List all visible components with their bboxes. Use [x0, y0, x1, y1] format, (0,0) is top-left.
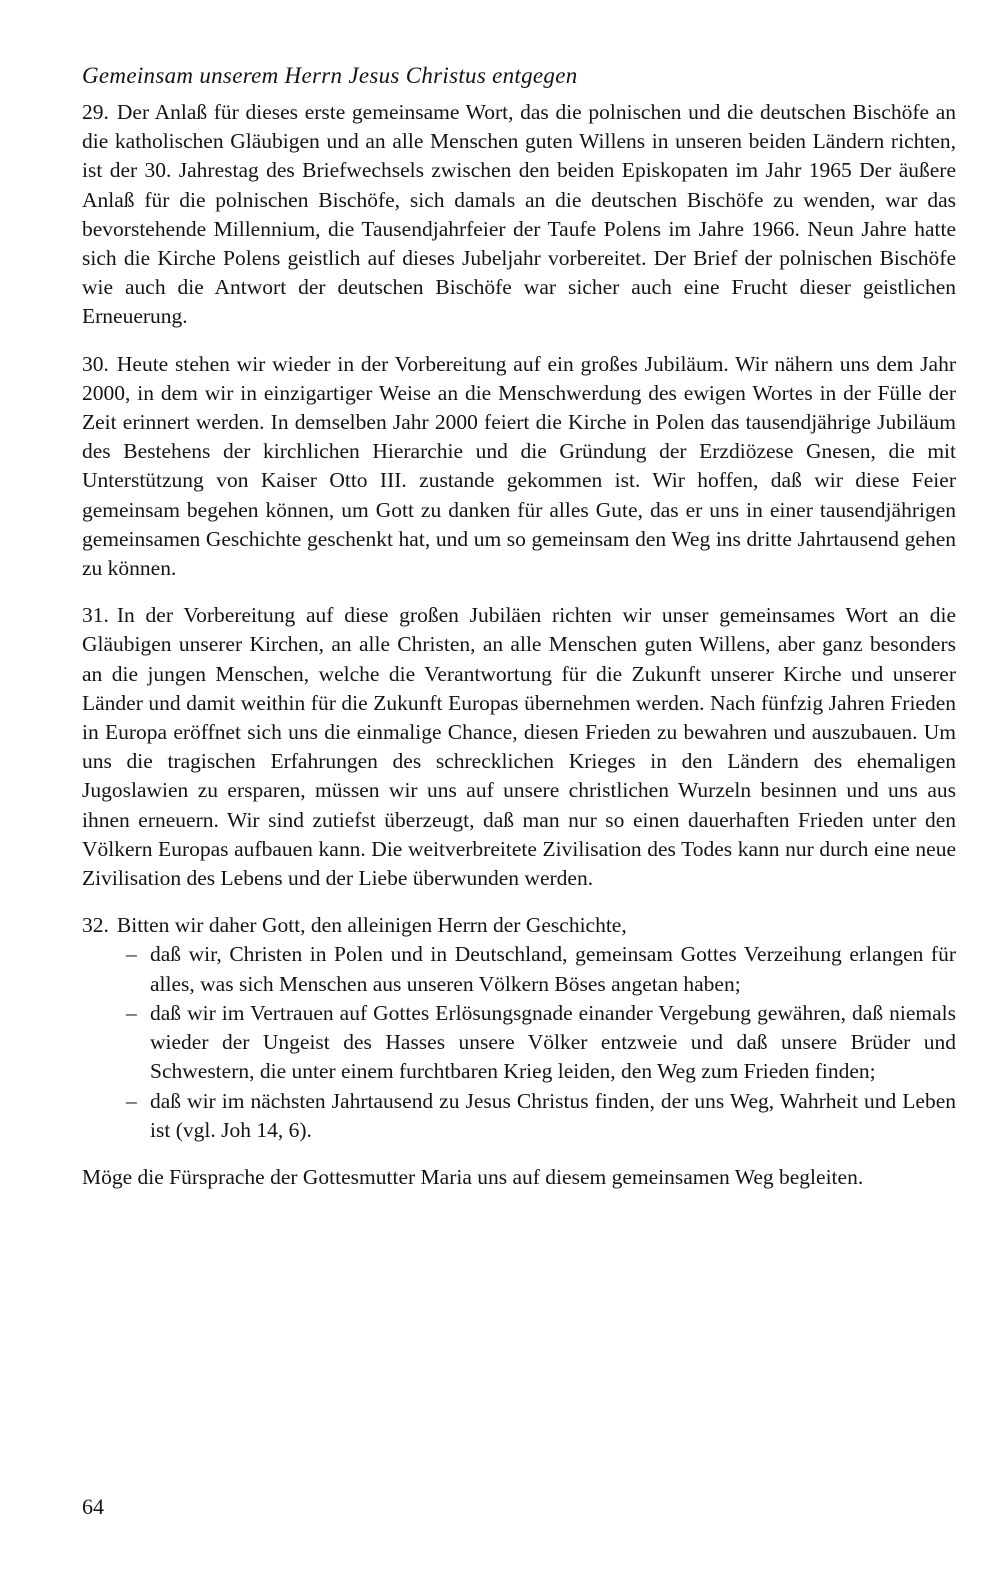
paragraph-32-intro	[82, 911, 956, 940]
closing-sentence: Möge die Fürsprache der Gottesmutter Maria uns auf diesem gemeinsamen Weg begleiten.	[82, 1164, 864, 1189]
dash-bullet: –	[126, 1088, 137, 1113]
paragraph-29	[82, 98, 956, 332]
list-item-text: daß wir, Christen in Polen und in Deutschland, gemeinsam Gottes Verzeihung erlangen für alles, was sich Menschen aus unseren Völkern Böses angetan haben;	[150, 942, 956, 996]
list-item-text: daß wir im Vertrauen auf Gottes Erlösungsgnade einander Vergebung gewähren, daß niemals wieder der Ungeist des Hasses unsere Völker entzweie und daß unsere Brüder und Schwestern, die unter einem furchtbaren Krieg leiden, den Weg zum Frieden finden;	[150, 1000, 956, 1084]
paragraph-number: 31.	[82, 603, 109, 628]
paragraph-number: 30.	[82, 351, 109, 376]
paragraph-text: Bitten wir daher Gott, den alleinigen Herrn der Geschichte,	[116, 913, 627, 938]
list-item	[82, 940, 956, 998]
paragraph-31	[82, 601, 956, 893]
paragraph-30	[82, 350, 956, 584]
paragraph-number: 32.	[82, 913, 109, 938]
paragraph-number: 29.	[82, 100, 109, 124]
list-item-text: daß wir im nächsten Jahrtausend zu Jesus Christus finden, der uns Weg, Wahrheit und Leben ist (vgl. Joh 14, 6).	[150, 1088, 956, 1142]
running-head: Gemeinsam unserem Herrn Jesus Christus entgegen	[82, 63, 578, 88]
dash-bullet: –	[126, 942, 137, 967]
page-number: 64	[82, 1494, 104, 1519]
list-item	[82, 1087, 956, 1145]
paragraph-text: Heute stehen wir wieder in der Vorbereitung auf ein großes Jubiläum. Wir nähern uns dem Jahr 2000, in dem wir in einzigartiger Weise an die Menschwerdung des ewigen Wortes in der Fülle der Zeit erinnert werden. In demselben Jahr 2000 feiert die Kirche in Polen das tausendjährige Jubiläum des Bestehens der kirchlichen Hierarchie und die Gründung der Erzdiözese Gnesen, die mit Unterstützung von Kaiser Otto III. zustande gekommen ist. Wir hoffen, daß wir diese Feier gemeinsam begehen können, um Gott zu danken für alles Gute, das er uns in einer tausendjährigen gemeinsamen Geschichte geschenkt hat, und um so gemeinsam den Weg ins dritte Jahrtausend gehen zu können.	[82, 351, 956, 581]
paragraph-text: Der Anlaß für dieses erste gemeinsame Wort, das die polnischen und die deutschen Bischöfe an die katholischen Gläubigen und an alle Menschen guten Willens in unseren beiden Ländern richten, ist der 30. Jahrestag des Briefwechsels zwischen den beiden Episkopaten im Jahr 1965 Der äußere Anlaß für die polnischen Bischöfe, sich damals an die deutschen Bischöfe zu wenden, war das bevorstehende Millennium, die Tausendjahrfeier der Taufe Polens im Jahre 1966. Neun Jahre hatte sich die Kirche Polens geistlich auf dieses Jubeljahr vorbereitet. Der Brief der polnischen Bischöfe wie auch die Antwort der deutschen Bischöfe war sicher auch eine Frucht dieser geistlichen Erneuerung.	[82, 100, 956, 329]
petition-list	[82, 940, 956, 1144]
dash-bullet: –	[126, 1000, 137, 1025]
list-item	[82, 999, 956, 1087]
paragraph-text: In der Vorbereitung auf diese großen Jubiläen richten wir unser gemeinsames Wort an die Gläubigen unserer Kirchen, an alle Christen, an alle Menschen guten Willens, aber ganz besonders an die jungen Menschen, welche die Verantwortung für die Zukunft unserer Kirche und unserer Länder und damit weithin für die Zukunft Europas übernehmen werden. Nach fünfzig Jahren Frieden in Europa eröffnet sich uns die einmalige Chance, diesen Frieden zu bewahren und auszubauen. Um uns die tragischen Erfahrungen des schrecklichen Krieges in den Ländern des ehemaligen Jugoslawien zu ersparen, müssen wir uns auf unsere christlichen Wurzeln besinnen und uns aus ihnen erneuern. Wir sind zutiefst überzeugt, daß man nur so einen dauerhaften Frieden unter den Völkern Europas aufbauen kann. Die weitverbreitete Zivilisation des Todes kann nur durch eine neue Zivilisation des Lebens und der Liebe überwunden werden.	[82, 603, 956, 891]
document-page	[82, 62, 956, 1192]
